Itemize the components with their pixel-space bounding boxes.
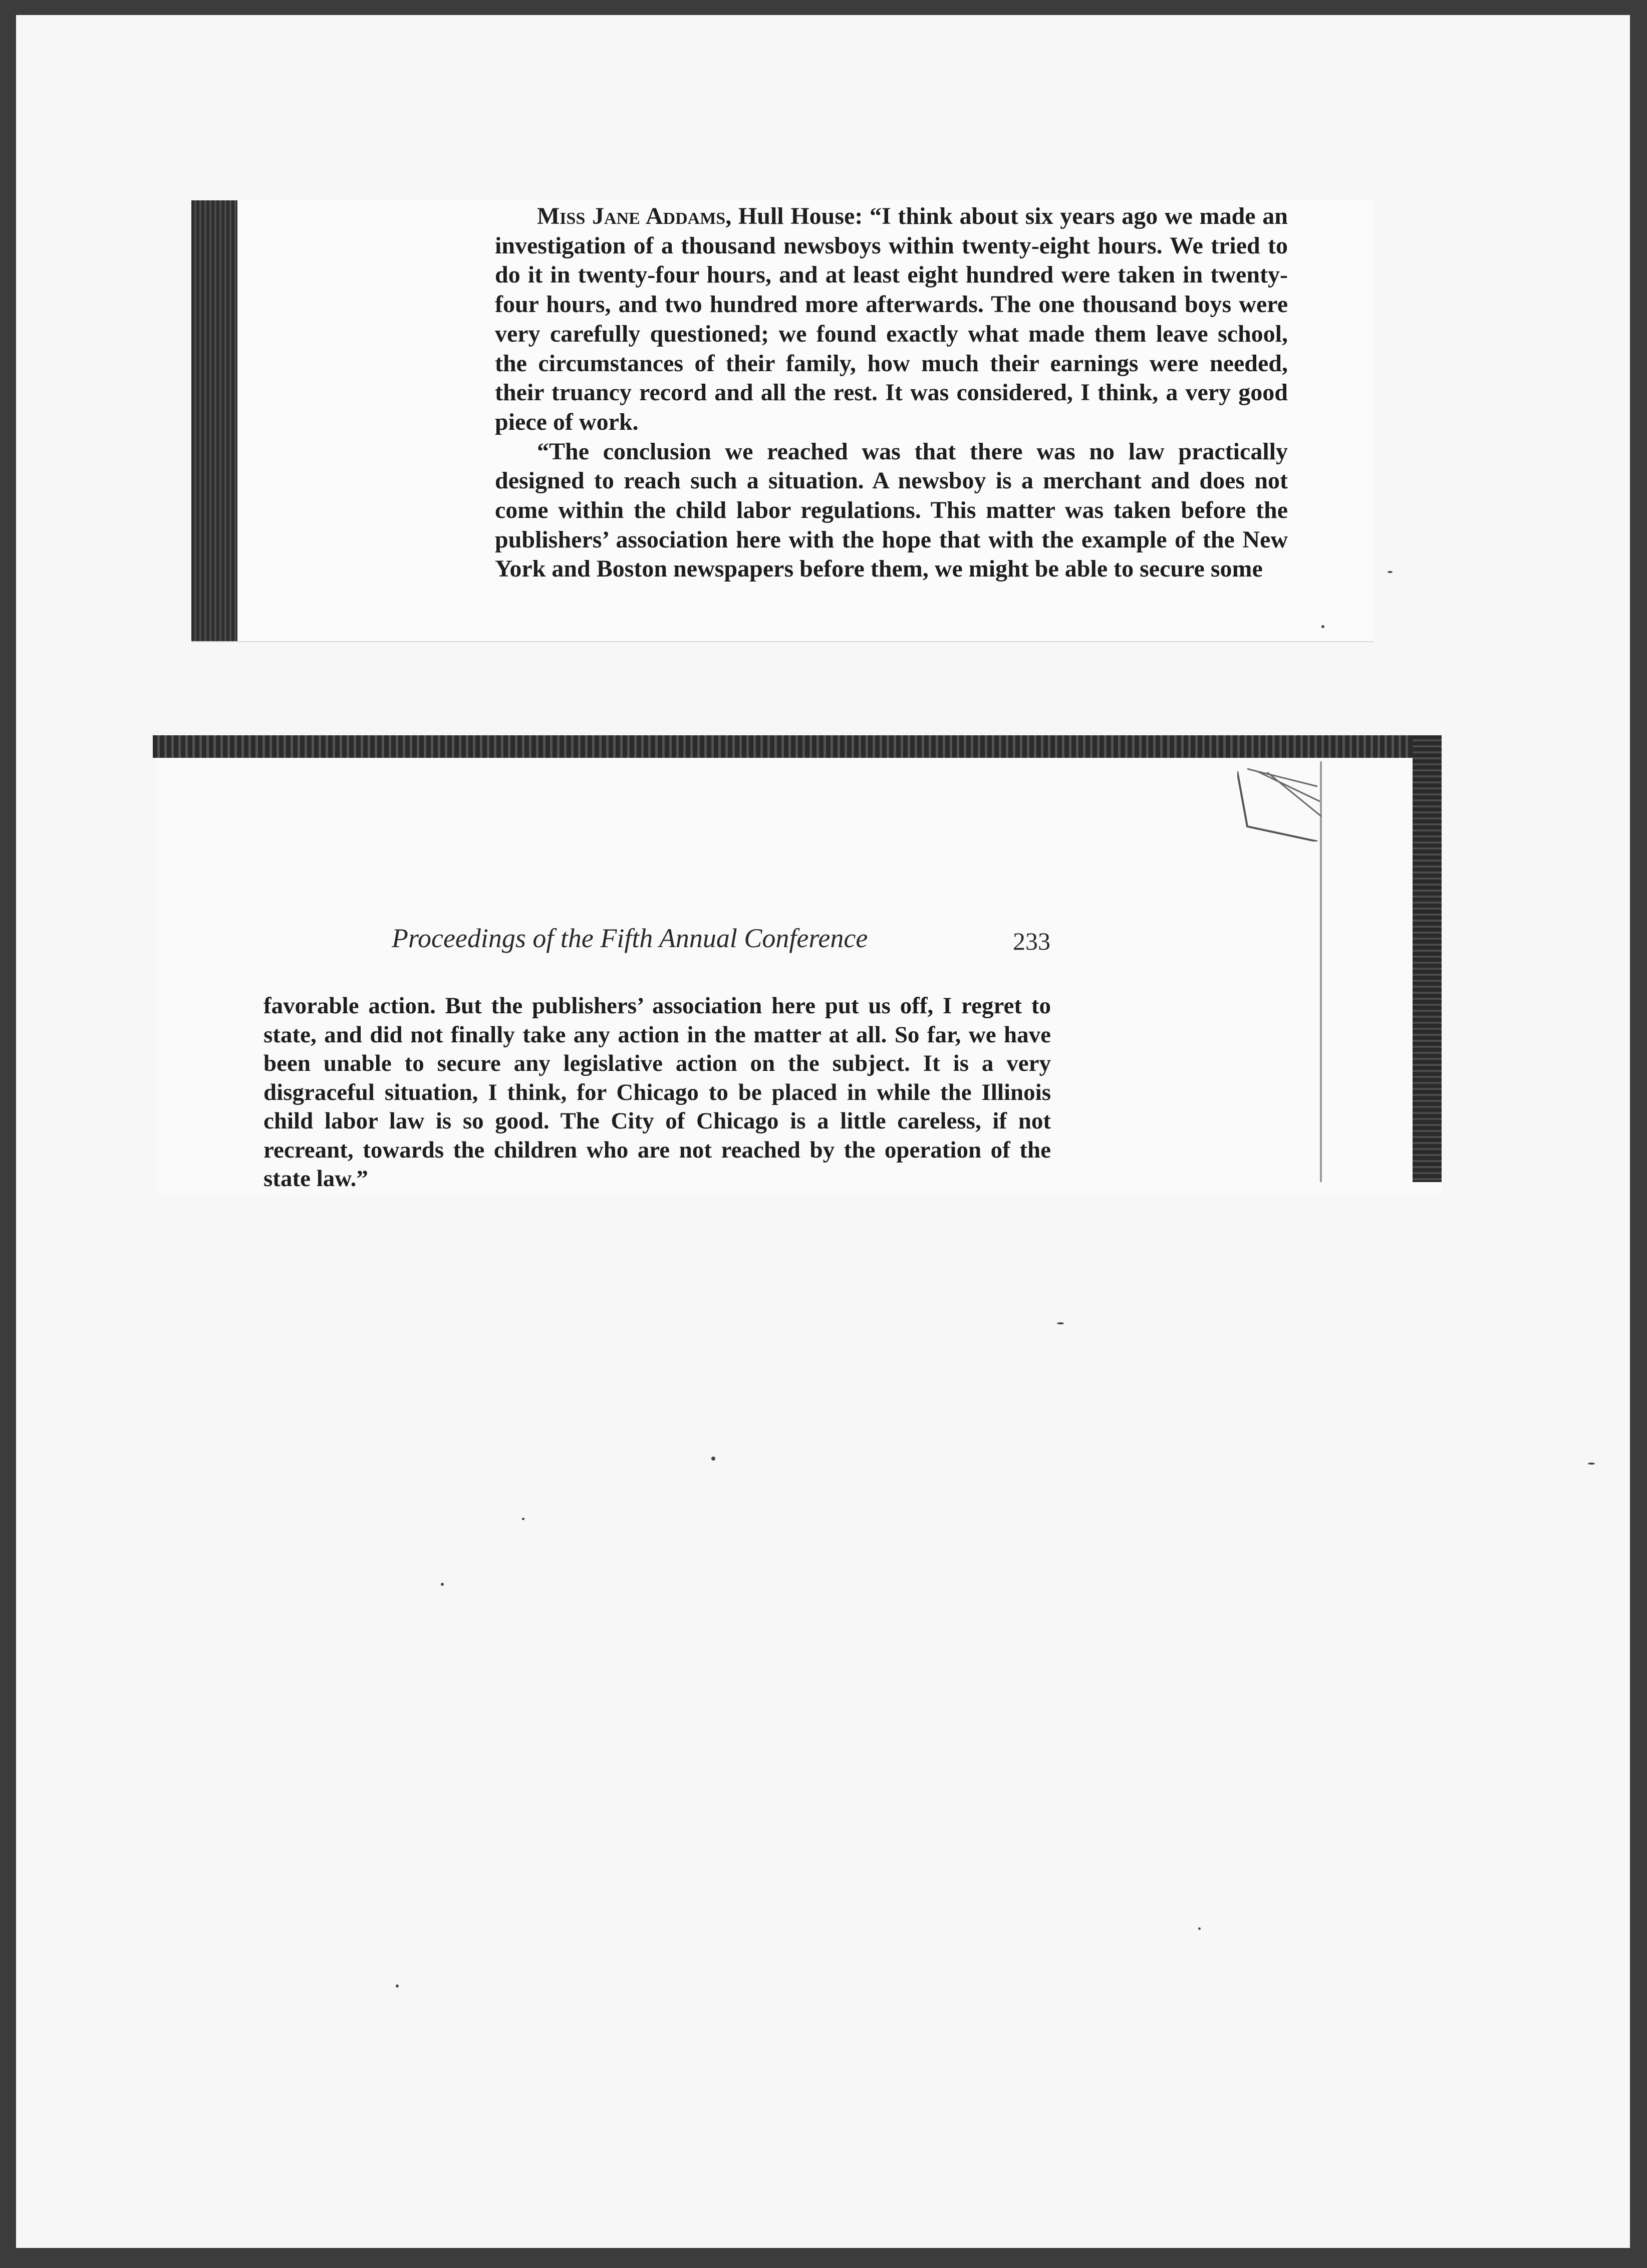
- paragraph-addams-intro: [495, 202, 1288, 437]
- speaker-name: Miss Jane Addams: [537, 203, 726, 229]
- scan-speck: [1588, 1463, 1595, 1465]
- folded-corner-mark: [1237, 766, 1322, 841]
- upper-clipping-dark-edge: [191, 200, 237, 641]
- speaker-affiliation: , Hull House:: [725, 203, 870, 229]
- paragraph-conclusion: “The conclusion we reached was that there was no law practically designed to reach such a situation. A newsboy is a merchant and does not come within the child labor regulations. This matter was taken before the publishers’ association here with the hope that with the example of the New York and Boston newspapers before them, we might be able to secure some: [495, 438, 1288, 583]
- scan-speck: [1198, 1927, 1201, 1930]
- page-number: 233: [1013, 927, 1050, 955]
- scan-speck: [1388, 571, 1393, 573]
- scan-speck: [522, 1518, 524, 1520]
- scan-speck: [441, 1583, 444, 1586]
- upper-clipping-text: [495, 202, 1288, 584]
- lower-clipping-top-edge: [153, 735, 1440, 758]
- lower-clipping-right-edge: [1413, 735, 1442, 1182]
- scan-speck: [711, 1457, 715, 1461]
- scan-speck: [1321, 625, 1324, 628]
- scan-speck: [396, 1984, 399, 1988]
- running-head: Proceedings of the Fifth Annual Conference: [392, 923, 868, 953]
- paragraph-continuation: favorable action. But the publishers’ association here put us off, I regret to state, and did not finally take any action in the matter at all. So far, we have been unable to secure any legislative action on the subject. It is a very disgraceful situation, I think, for Chicago to be placed in while the Illinois child labor law is so good. The City of Chicago is a little careless, if not recreant, towards the children who are not reached by the operation of the state law.”: [263, 993, 1051, 1192]
- lower-clipping-text: [263, 992, 1051, 1194]
- scan-speck: [1057, 1322, 1064, 1324]
- paragraph-1-body: “I think about six years ago we made an investigation of a thousand newsboys within twenty-eight hours. We tried to do it in twenty-four hours, and at least eight hundred were taken in twenty-four hours, and two hundred more afterwards. The one thousand boys were very carefully questioned; we found exactly what made them leave school, the circumstances of their family, how much their earnings were needed, their truancy record and all the rest. It was considered, I think, a very good piece of work.: [495, 203, 1288, 435]
